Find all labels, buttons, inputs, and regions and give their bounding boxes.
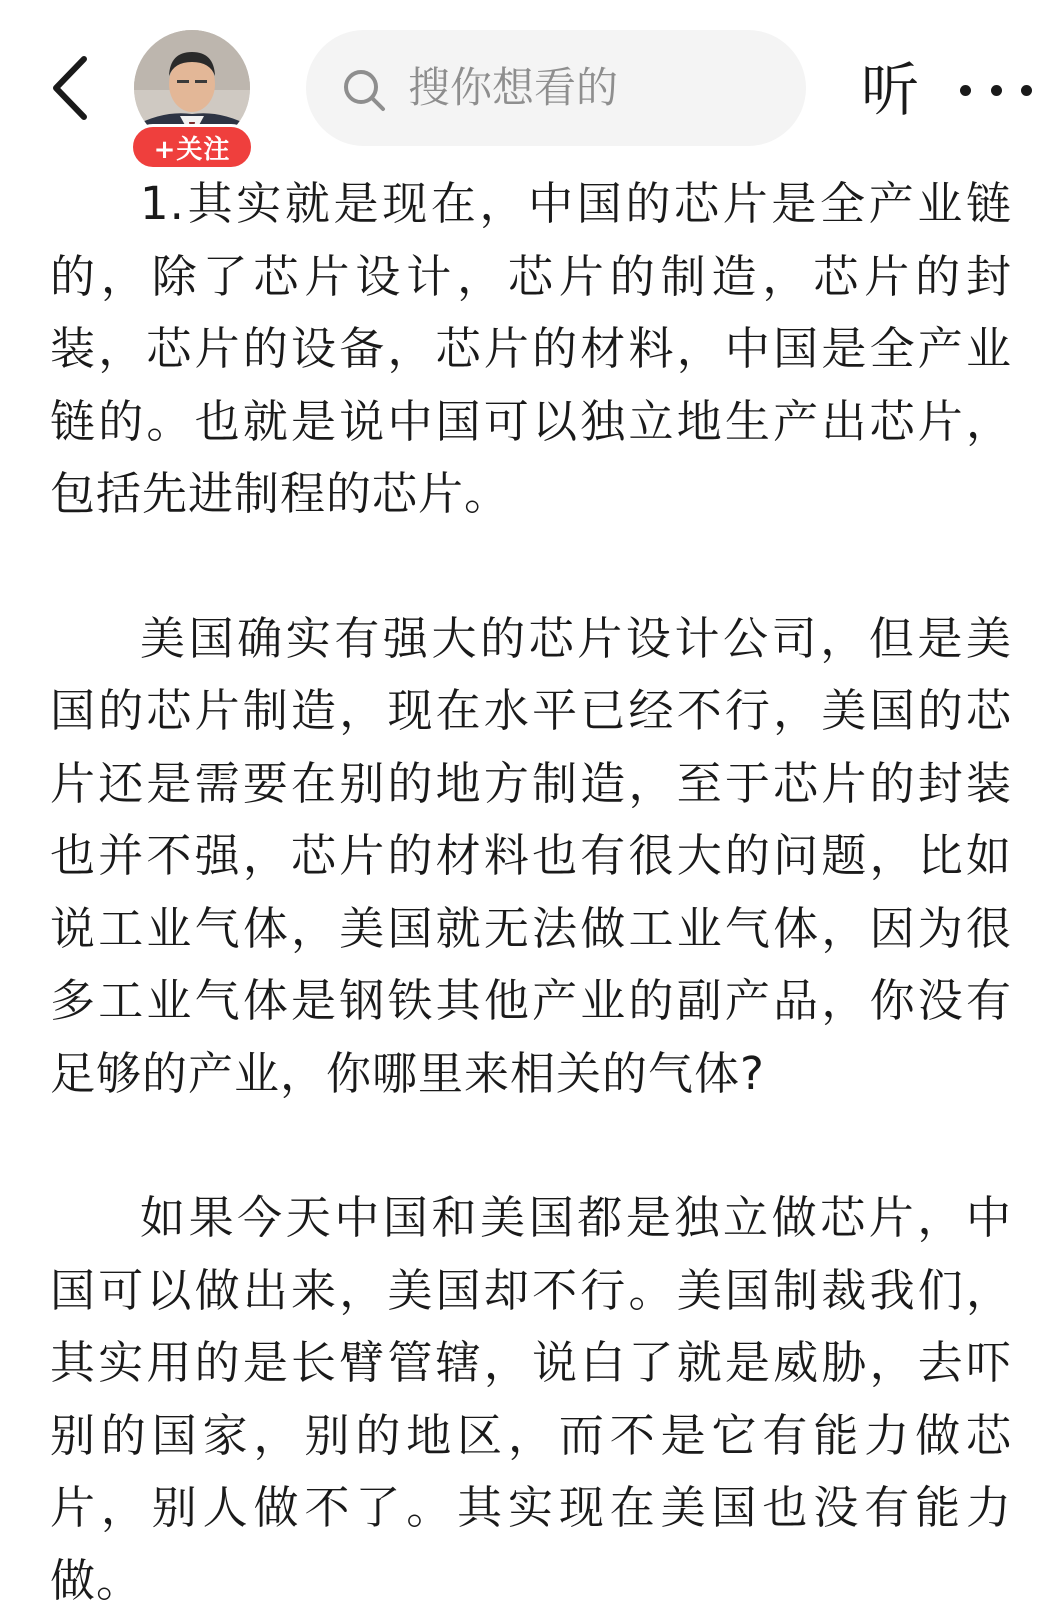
article-paragraph: 如果今天中国和美国都是独立做芯片，中国可以做出来，美国却不行。美国制裁我们，其实用的是长臂管辖，说白了就是威胁，去吓别的国家，别的地区，而不是它有能力做芯片，别人做不了。其实现在美国也没有能力做。 — [50, 1191, 1012, 1607]
article-paragraph: 1.其实就是现在，中国的芯片是全产业链的，除了芯片设计，芯片的制造，芯片的封装，芯片的设备，芯片的材料，中国是全产业链的。也就是说中国可以独立地生产出芯片，包括先进制程的芯片。 — [50, 177, 1012, 520]
more-horizontal-icon — [991, 85, 1002, 96]
follow-button[interactable]: +关注 — [130, 124, 254, 170]
search-placeholder: 搜你想看的 — [408, 63, 619, 112]
article-body — [50, 168, 1012, 1617]
article-paragraph: 美国确实有强大的芯片设计公司，但是美国的芯片制造，现在水平已经不行，美国的芯片还是需要在别的地方制造，至于芯片的封装也并不强，芯片的材料也有很大的问题，比如说工业气体，美国就无法做工业气体，因为很多工业气体是钢铁其他产业的副产品，你没有足够的产业，你哪里来相关的气体? — [50, 611, 1012, 1100]
listen-button[interactable]: 听 — [860, 56, 919, 124]
chevron-left-icon — [50, 55, 90, 121]
top-bar — [0, 0, 1062, 170]
more-button[interactable] — [960, 60, 1032, 120]
author-profile[interactable] — [130, 30, 254, 165]
more-horizontal-icon — [960, 85, 971, 96]
search-icon — [342, 68, 386, 112]
search-bar[interactable] — [306, 30, 806, 146]
back-button[interactable] — [40, 50, 100, 126]
more-horizontal-icon — [1021, 85, 1032, 96]
